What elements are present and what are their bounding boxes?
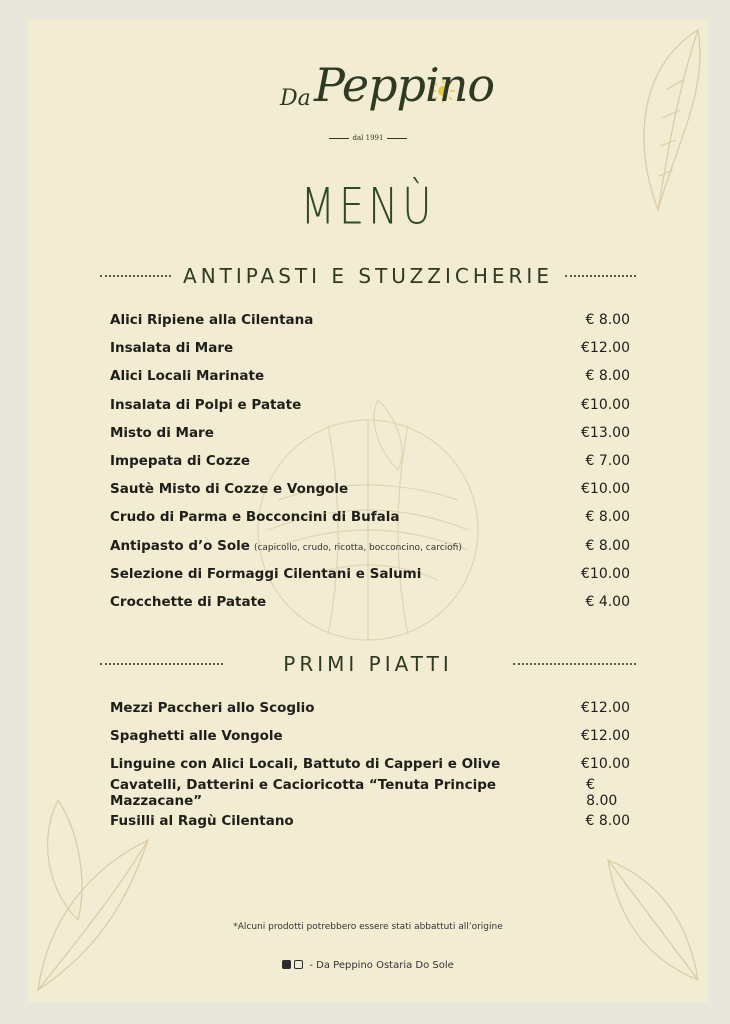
item-price: € 8.00 [585, 812, 630, 829]
item-name: Insalata di Mare [110, 340, 234, 357]
primi-list [110, 694, 630, 835]
antipasti-list [110, 306, 630, 616]
menu-item [110, 722, 630, 750]
section-heading-primi [28, 652, 708, 676]
menu-item [110, 776, 630, 809]
divider [387, 138, 407, 139]
section-title: PRIMI PIATTI [283, 652, 453, 676]
item-price: €13.00 [581, 424, 630, 441]
item-price: €12.00 [581, 700, 630, 717]
item-price: €10.00 [581, 756, 630, 773]
item-name: Cavatelli, Datterini e Cacioricotta “Tenuta Principe Mazzacane” [110, 776, 497, 809]
menu-page [28, 20, 708, 1002]
item-price: € 8.00 [585, 509, 630, 526]
item-name: Selezione di Formaggi Cilentani e Salumi [110, 565, 422, 582]
menu-item [110, 475, 630, 503]
menu-item [110, 447, 630, 475]
menu-item [110, 560, 630, 588]
item-name: Crudo di Parma e Bocconcini di Bufala [110, 509, 400, 526]
item-price: € 8.00 [585, 312, 630, 329]
divider [329, 138, 349, 139]
menu-item [110, 419, 630, 447]
menu-item [110, 362, 630, 390]
item-name: Insalata di Polpi e Patate [110, 396, 302, 413]
menu-item [110, 306, 630, 334]
menu-item [110, 503, 630, 531]
brand-logo [28, 48, 708, 158]
menu-title: MENÙ [300, 178, 436, 236]
facebook-icon[interactable] [282, 960, 291, 969]
menu-item [110, 807, 630, 835]
item-price: €10.00 [581, 481, 630, 498]
item-name: Alici Locali Marinate [110, 368, 265, 385]
instagram-icon[interactable] [294, 960, 303, 969]
dotted-divider [513, 663, 636, 665]
established-text: dal 1991 [352, 134, 384, 142]
menu-item [110, 588, 630, 616]
item-price: € 4.00 [585, 593, 630, 610]
item-price: € 8.00 [585, 368, 630, 385]
dotted-divider [100, 663, 223, 665]
brand-name: Peppino [314, 58, 495, 112]
menu-item [110, 750, 630, 778]
brand-prefix: Da [280, 86, 311, 111]
item-price: €12.00 [581, 340, 630, 357]
menu-item [110, 694, 630, 722]
item-price: € 8.00 [586, 776, 618, 809]
section-heading-antipasti [28, 264, 708, 288]
item-name: Antipasto d’o Sole [110, 537, 250, 554]
dotted-divider [565, 275, 636, 277]
dotted-divider [100, 275, 171, 277]
menu-item [110, 334, 630, 362]
menu-item [110, 532, 630, 560]
item-name: Mezzi Paccheri allo Scoglio [110, 700, 315, 717]
menu-item [110, 391, 630, 419]
item-name: Linguine con Alici Locali, Battuto di Capperi e Olive [110, 756, 501, 773]
item-price: €10.00 [581, 396, 630, 413]
item-price: € 8.00 [585, 537, 630, 554]
established-row [28, 134, 708, 142]
item-name: Sautè Misto di Cozze e Vongole [110, 481, 349, 498]
item-name: Alici Ripiene alla Cilentana [110, 312, 314, 329]
item-price: €12.00 [581, 728, 630, 745]
footnote: *Alcuni prodotti potrebbero essere stati abbattuti all’origine [233, 922, 503, 932]
item-name: Spaghetti alle Vongole [110, 728, 283, 745]
item-name: Crocchette di Patate [110, 593, 267, 610]
item-price: € 7.00 [585, 453, 630, 470]
item-name: Fusilli al Ragù Cilentano [110, 812, 294, 829]
section-title: ANTIPASTI E STUZZICHERIE [183, 264, 553, 288]
item-name: Misto di Mare [110, 424, 214, 441]
item-name: Impepata di Cozze [110, 453, 250, 470]
social-text: - Da Peppino Ostaria Do Sole [309, 960, 454, 971]
item-price: €10.00 [581, 565, 630, 582]
item-note: (capicollo, crudo, ricotta, bocconcino, carciofi) [253, 542, 462, 553]
social-footer [28, 960, 708, 971]
